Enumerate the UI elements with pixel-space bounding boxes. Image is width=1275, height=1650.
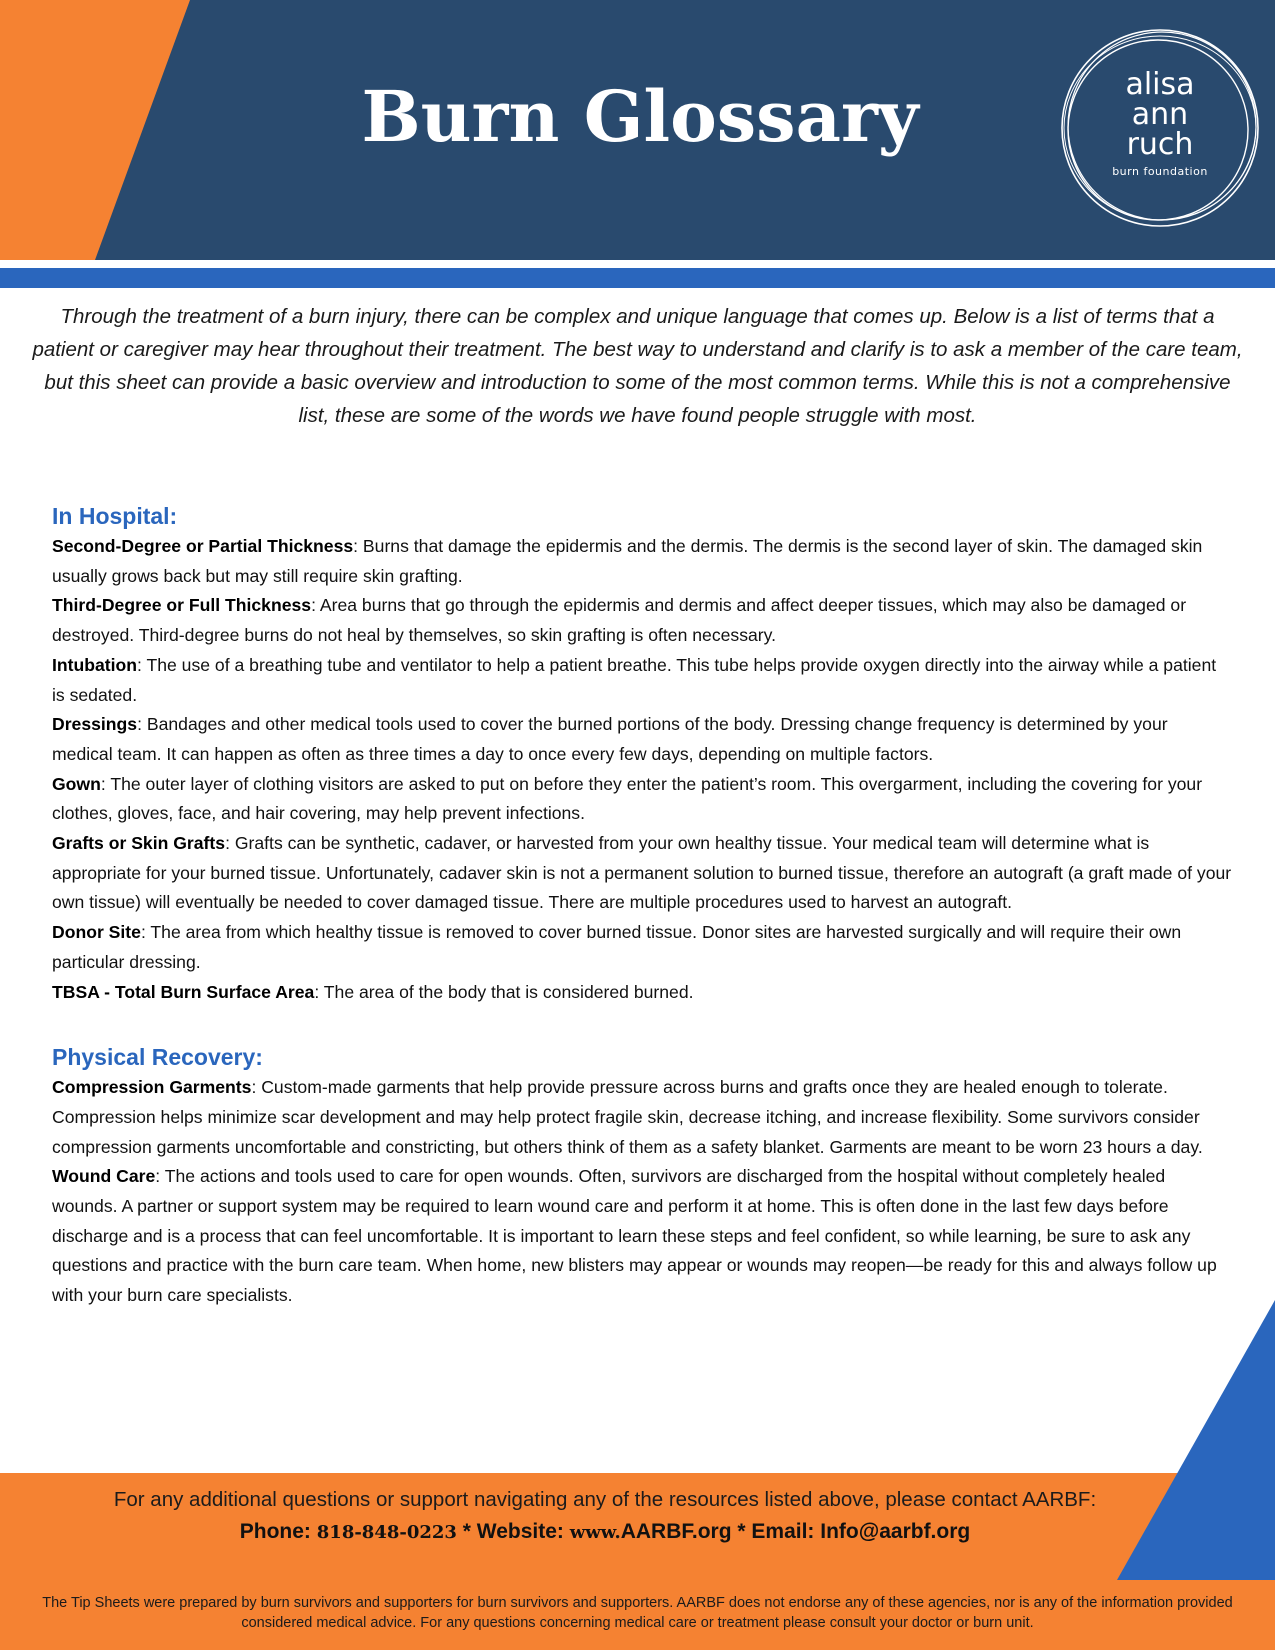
footer-disclaimer: The Tip Sheets were prepared by burn survivors and supporters for burn survivors and supporters. AARBF does not endorse any of these agencies, nor is any of the information provided considered medical advice. For any questions concerning medical care or treatment please consult your doctor or burn unit.	[42, 1595, 1233, 1631]
logo-line-2: ann	[1131, 97, 1189, 132]
website-link[interactable]: AARBF.org	[620, 1520, 732, 1543]
intro-paragraph: Through the treatment of a burn injury, there can be complex and unique language that comes up. Below is a list of terms that a patient or caregiver may hear throughout their treatment. The best way to understand and clarify is to ask a member of the care team, but this sheet can provide a basic overview and introduction to some of the most common terms. While this is not a comprehensive list, these are some of the words we have found people struggle with most.	[32, 305, 1243, 427]
footer-contact-text: For any additional questions or support navigating any of the resources listed above, please contact AARBF:	[113, 1488, 1097, 1511]
glossary-term: Second-Degree or Partial Thickness	[52, 536, 354, 556]
phone-number[interactable]: 818-848-0223	[316, 1522, 457, 1543]
section-spacer	[52, 1007, 1232, 1041]
glossary-entry	[52, 532, 1232, 591]
header-divider-white	[0, 260, 1275, 268]
glossary-entry	[52, 651, 1232, 710]
glossary-entry	[52, 978, 1232, 1008]
glossary-definition: : The area of the body that is considered burned.	[314, 981, 694, 1002]
glossary-definition: : The actions and tools used to care for open wounds. Often, survivors are discharged from the hospital without completely healed wounds. A partner or support system may be required to learn wound care and perform it at home. This is often done in the last few days before discharge and is a process that can feel uncomfortable. It is important to learn these steps and feel confident, so while learning, be sure to ask any questions and practice with the burn care team. When home, new blisters may appear or wounds may reopen—be ready for this and always follow up with your burn care specialists.	[52, 1166, 1217, 1306]
glossary-term: Third-Degree or Full Thickness	[52, 595, 312, 616]
glossary-entry	[52, 770, 1232, 829]
glossary-entry	[52, 591, 1232, 650]
glossary-term: Intubation	[52, 654, 138, 675]
glossary-entry	[52, 918, 1232, 977]
glossary-definition: : Burns that damage the epidermis and the dermis. The dermis is the second layer of skin. The damaged skin usually grows back but may still require skin grafting.	[52, 536, 1203, 586]
glossary-term: Dressings	[52, 714, 138, 735]
glossary-entry	[52, 1162, 1232, 1311]
glossary-definition: : Area burns that go through the epidermis and dermis and affect deeper tissues, which may also be damaged or destroyed. Third-degree burns do not heal by themselves, so skin grafting is often necessary.	[52, 595, 1187, 646]
orange-wedge	[0, 0, 190, 260]
glossary-definition: : Custom-made garments that help provide pressure across burns and grafts once they are healed enough to tolerate. Compression helps minimize scar development and may help protect fragile skin, decrease itching, and increase flexibility. Some survivors consider compression garments uncomfortable and constricting, but others think of them as a safety blanket. Garments are meant to be worn 23 hours a day.	[52, 1077, 1203, 1157]
glossary-content	[52, 500, 1232, 1311]
header-divider-blue	[0, 268, 1275, 288]
logo-wordmark	[1052, 67, 1268, 162]
logo-line-3: ruch	[1126, 127, 1194, 162]
glossary-term: Donor Site	[52, 922, 141, 943]
logo-subtitle: burn foundation	[1112, 165, 1208, 178]
email-link[interactable]: Info@aarbf.org	[820, 1520, 971, 1543]
website-prefix[interactable]: www.	[569, 1522, 621, 1543]
glossary-term: TBSA - Total Burn Surface Area	[52, 981, 315, 1002]
glossary-term: Grafts or Skin Grafts	[52, 833, 226, 854]
glossary-definition: : The use of a breathing tube and ventilator to help a patient breathe. This tube helps provide oxygen directly into the airway while a patient is sedated.	[52, 654, 1217, 705]
glossary-term: Gown	[52, 773, 101, 794]
section-heading-in-hospital: In Hospital:	[52, 503, 178, 529]
glossary-entry	[52, 710, 1232, 769]
page-title: Burn Glossary	[361, 75, 919, 158]
section-heading-physical-recovery: Physical Recovery:	[52, 1044, 263, 1071]
glossary-definition: : The area from which healthy tissue is removed to cover burned tissue. Donor sites are harvested surgically and will require their own particular dressing.	[52, 922, 1182, 972]
website-label: * Website:	[456, 1520, 570, 1543]
phone-label: Phone:	[239, 1520, 317, 1543]
footer-contact-details	[40, 1517, 1170, 1548]
email-label: * Email:	[731, 1520, 821, 1543]
glossary-definition: : Bandages and other medical tools used to cover the burned portions of the body. Dressing change frequency is determined by your medical team. It can happen as often as three times a day to once every few days, depending on multiple factors.	[52, 714, 1168, 764]
glossary-definition: : Grafts can be synthetic, cadaver, or harvested from your own healthy tissue. Your medical team will determine what is appropriate for your burned tissue. Unfortunately, cadaver skin is not a permanent solution to burned tissue, therefore an autograft (a graft made of your own tissue) will eventually be needed to cover damaged tissue. There are multiple procedures used to harvest an autograft.	[52, 833, 1232, 913]
glossary-term: Compression Garments	[52, 1077, 252, 1098]
foundation-logo	[1052, 20, 1268, 236]
logo-line-1: alisa	[1125, 67, 1195, 102]
glossary-entry	[52, 829, 1232, 918]
glossary-entry	[52, 1073, 1232, 1162]
glossary-term: Wound Care	[52, 1166, 156, 1187]
glossary-definition: : The outer layer of clothing visitors are asked to put on before they enter the patient’s room. This overgarment, including the covering for your clothes, gloves, face, and hair covering, may help prevent infections.	[52, 773, 1203, 824]
